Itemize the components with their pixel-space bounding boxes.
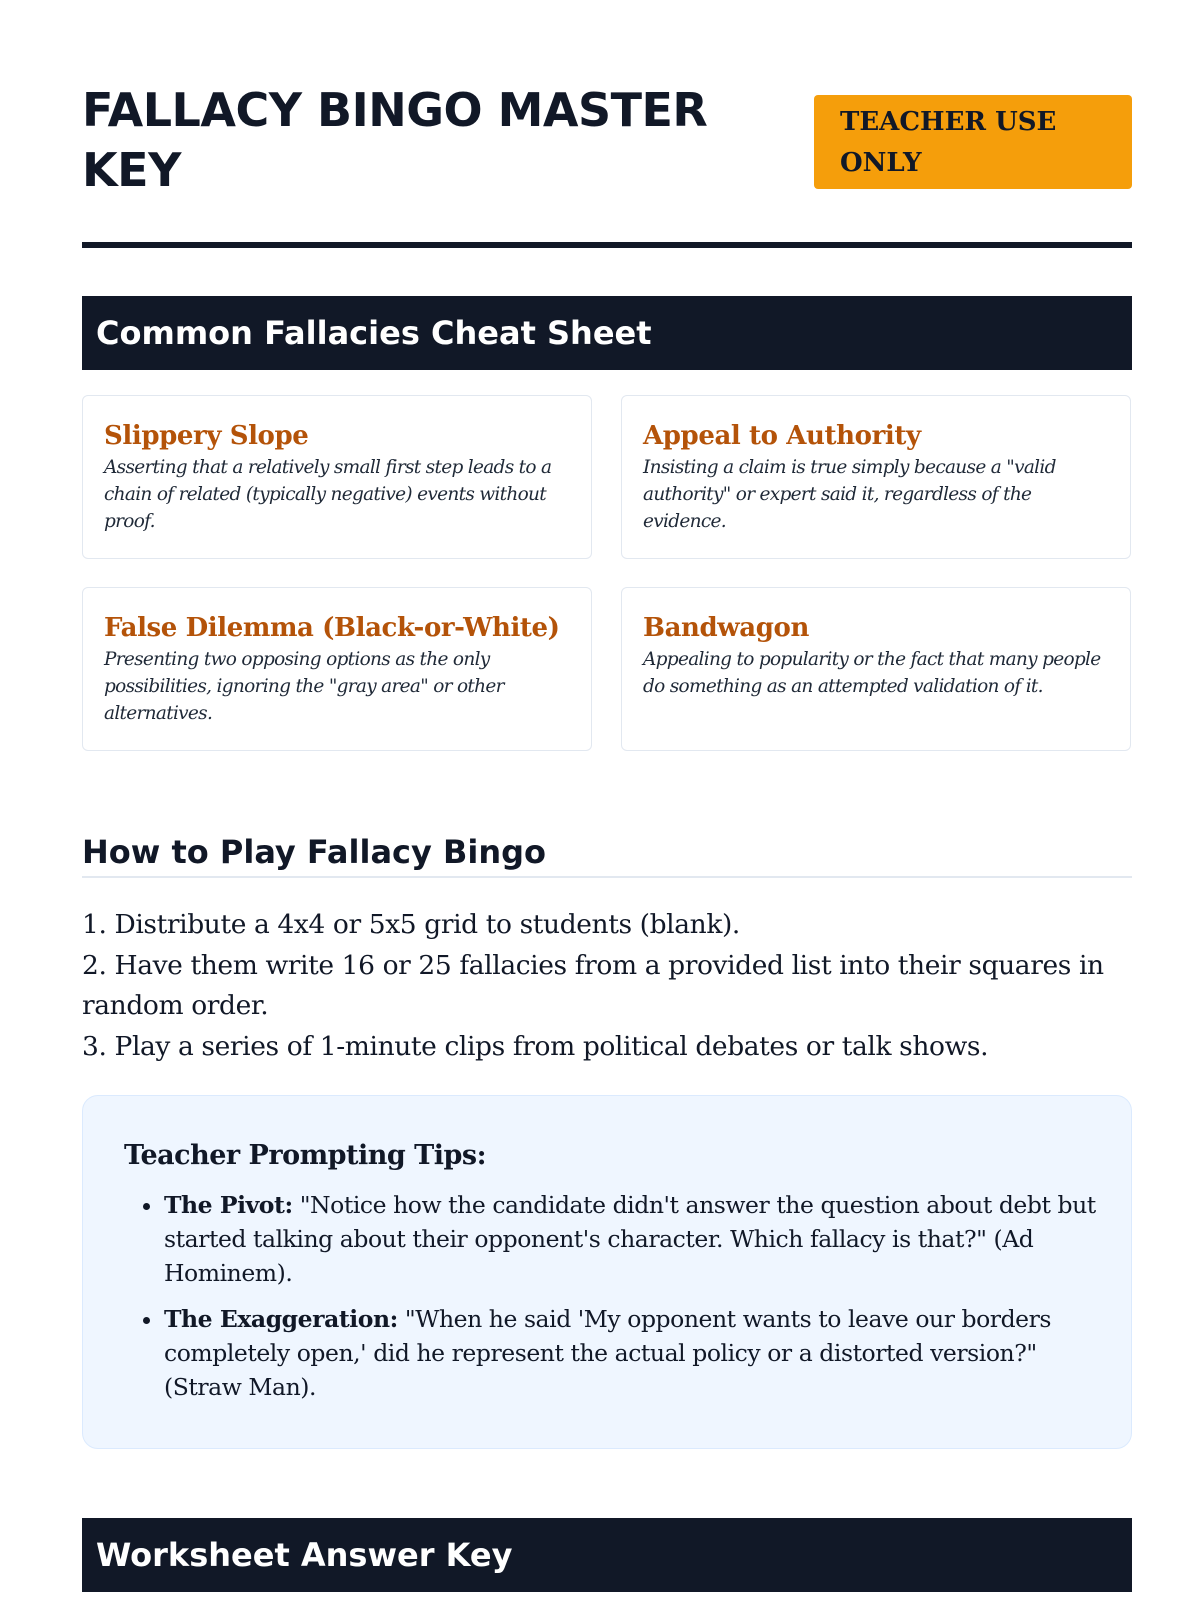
step-item: 3. Play a series of 1-minute clips from political debates or talk shows.	[82, 1030, 989, 1062]
fallacy-definition: Asserting that a relatively small first step leads to a chain of related (typically negative) events without proof.	[104, 457, 552, 532]
how-to-play-heading: How to Play Fallacy Bingo	[82, 830, 1132, 878]
tip-item	[164, 1302, 1101, 1404]
fallacy-term: Slippery Slope	[104, 421, 309, 451]
cheat-sheet-heading: Common Fallacies Cheat Sheet	[82, 296, 1132, 370]
fallacy-card-appeal-to-authority	[621, 395, 1131, 559]
tip-item	[164, 1188, 1101, 1290]
tip-text: "Notice how the candidate didn't answer the question about debt but started talking about their opponent's character. Which fallacy is that?" (Ad Hominem).	[164, 1191, 1096, 1287]
answer-key-heading: Worksheet Answer Key	[82, 1518, 1132, 1592]
document-title: FALLACY BINGO MASTER KEY	[82, 83, 708, 197]
fallacy-card-slippery-slope	[82, 395, 592, 559]
fallacy-term: False Dilemma (Black-or-White)	[104, 613, 560, 643]
teacher-use-badge: TEACHER USE ONLY	[814, 95, 1132, 189]
title-divider	[82, 242, 1132, 248]
teacher-tips-box	[82, 1095, 1132, 1449]
fallacy-term: Bandwagon	[643, 613, 809, 643]
fallacy-card-bandwagon	[621, 587, 1131, 751]
step-item: 1. Distribute a 4x4 or 5x5 grid to students (blank).	[82, 909, 740, 940]
fallacy-card-false-dilemma	[82, 587, 592, 751]
step-item: 2. Have them write 16 or 25 fallacies from a provided list into their squares in random order.	[82, 949, 1104, 1021]
fallacy-definition: Appealing to popularity or the fact that many people do something as an attempted validation of it.	[643, 649, 1101, 697]
fallacy-definition: Insisting a claim is true simply because a "valid authority" or expert said it, regardless of the evidence.	[643, 457, 1056, 532]
how-to-play-steps	[82, 905, 1142, 1067]
fallacy-term: Appeal to Authority	[643, 421, 921, 451]
tip-text: "When he said 'My opponent wants to leave our borders completely open,' did he represent the actual policy or a distorted version?" (Straw Man).	[164, 1305, 1052, 1401]
tips-list	[124, 1188, 1101, 1404]
tips-title: Teacher Prompting Tips:	[124, 1140, 487, 1171]
fallacy-definition: Presenting two opposing options as the only possibilities, ignoring the "gray area" or other alternatives.	[104, 649, 504, 724]
document-header	[82, 80, 1132, 210]
tip-label: The Pivot:	[164, 1191, 293, 1219]
tip-label: The Exaggeration:	[164, 1305, 398, 1333]
